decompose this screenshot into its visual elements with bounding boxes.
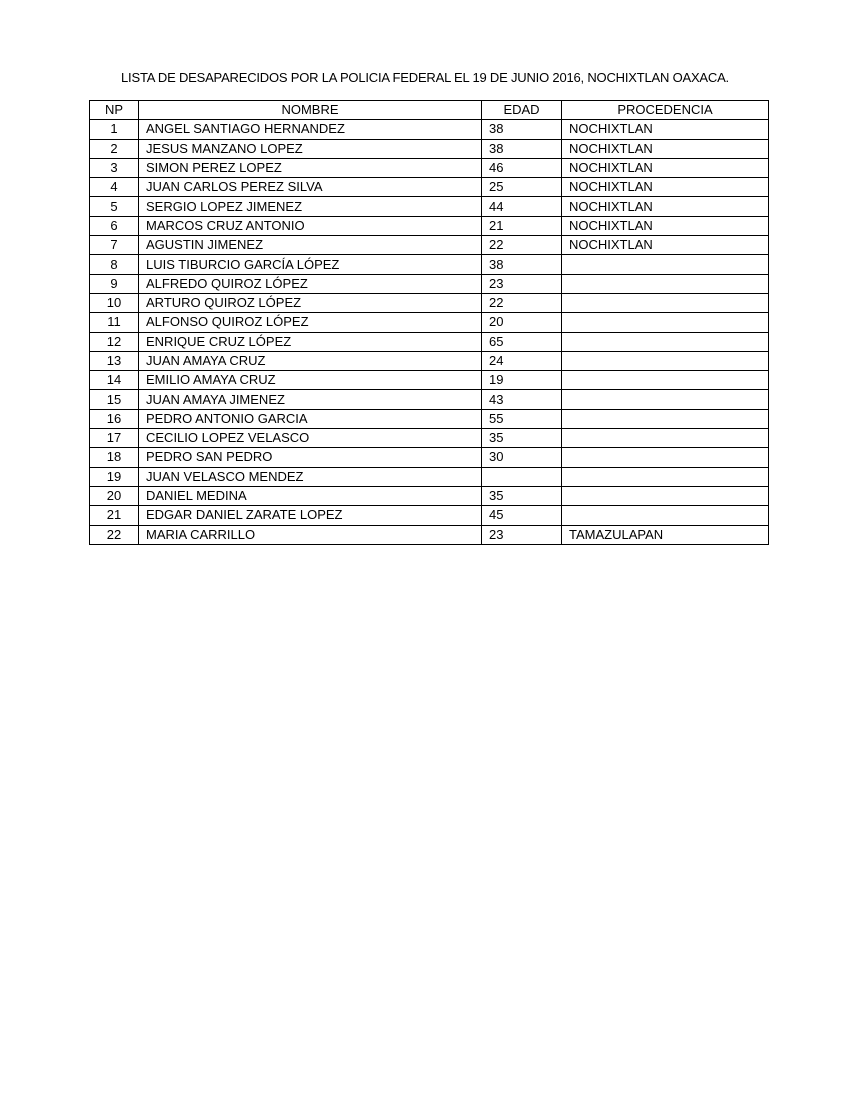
cell-age: 24	[482, 351, 562, 370]
cell-age: 55	[482, 409, 562, 428]
cell-age: 46	[482, 158, 562, 177]
table-row	[90, 236, 769, 255]
cell-name: ARTURO QUIROZ LÓPEZ	[139, 293, 482, 312]
table-row	[90, 120, 769, 139]
cell-age: 38	[482, 255, 562, 274]
cell-age: 65	[482, 332, 562, 351]
cell-np: 17	[90, 429, 139, 448]
cell-np: 15	[90, 390, 139, 409]
cell-name: ENRIQUE CRUZ LÓPEZ	[139, 332, 482, 351]
table-row	[90, 332, 769, 351]
cell-name: JUAN VELASCO MENDEZ	[139, 467, 482, 486]
cell-name: ALFONSO QUIROZ LÓPEZ	[139, 313, 482, 332]
cell-origin	[562, 313, 769, 332]
cell-age: 23	[482, 274, 562, 293]
table-header-row	[90, 101, 769, 120]
cell-origin: NOCHIXTLAN	[562, 236, 769, 255]
cell-name: AGUSTIN JIMENEZ	[139, 236, 482, 255]
cell-age: 20	[482, 313, 562, 332]
cell-name: SERGIO LOPEZ JIMENEZ	[139, 197, 482, 216]
table-row	[90, 158, 769, 177]
cell-age: 38	[482, 120, 562, 139]
cell-age: 38	[482, 139, 562, 158]
cell-origin	[562, 429, 769, 448]
cell-np: 5	[90, 197, 139, 216]
cell-np: 10	[90, 293, 139, 312]
cell-np: 12	[90, 332, 139, 351]
cell-np: 20	[90, 486, 139, 505]
cell-np: 6	[90, 216, 139, 235]
cell-np: 21	[90, 506, 139, 525]
cell-name: JUAN AMAYA CRUZ	[139, 351, 482, 370]
cell-age: 30	[482, 448, 562, 467]
cell-np: 9	[90, 274, 139, 293]
cell-name: MARCOS CRUZ ANTONIO	[139, 216, 482, 235]
cell-np: 7	[90, 236, 139, 255]
column-header-age: EDAD	[482, 101, 562, 120]
cell-origin: TAMAZULAPAN	[562, 525, 769, 544]
table-row	[90, 274, 769, 293]
cell-age: 22	[482, 293, 562, 312]
cell-origin	[562, 332, 769, 351]
table-row	[90, 197, 769, 216]
cell-origin	[562, 467, 769, 486]
cell-np: 14	[90, 371, 139, 390]
table-row	[90, 351, 769, 370]
column-header-name: NOMBRE	[139, 101, 482, 120]
column-header-np: NP	[90, 101, 139, 120]
table-row	[90, 486, 769, 505]
cell-name: MARIA CARRILLO	[139, 525, 482, 544]
cell-np: 18	[90, 448, 139, 467]
missing-persons-table	[89, 100, 769, 545]
table-body	[90, 120, 769, 545]
cell-np: 22	[90, 525, 139, 544]
cell-name: ANGEL SANTIAGO HERNANDEZ	[139, 120, 482, 139]
cell-np: 4	[90, 178, 139, 197]
cell-name: EMILIO AMAYA CRUZ	[139, 371, 482, 390]
cell-age: 35	[482, 486, 562, 505]
table-row	[90, 371, 769, 390]
cell-origin	[562, 274, 769, 293]
cell-age: 45	[482, 506, 562, 525]
cell-origin	[562, 390, 769, 409]
cell-name: LUIS TIBURCIO GARCÍA LÓPEZ	[139, 255, 482, 274]
cell-name: SIMON PEREZ LOPEZ	[139, 158, 482, 177]
cell-np: 8	[90, 255, 139, 274]
cell-np: 19	[90, 467, 139, 486]
cell-name: CECILIO LOPEZ VELASCO	[139, 429, 482, 448]
table-row	[90, 313, 769, 332]
cell-origin	[562, 371, 769, 390]
cell-np: 13	[90, 351, 139, 370]
table-row	[90, 429, 769, 448]
table-row	[90, 139, 769, 158]
table-row	[90, 467, 769, 486]
table-row	[90, 506, 769, 525]
cell-age: 22	[482, 236, 562, 255]
table-row	[90, 409, 769, 428]
table-row	[90, 255, 769, 274]
cell-origin: NOCHIXTLAN	[562, 139, 769, 158]
cell-origin	[562, 255, 769, 274]
cell-age: 19	[482, 371, 562, 390]
cell-origin: NOCHIXTLAN	[562, 158, 769, 177]
cell-age: 25	[482, 178, 562, 197]
cell-origin: NOCHIXTLAN	[562, 216, 769, 235]
document-title: LISTA DE DESAPARECIDOS POR LA POLICIA FEDERAL EL 19 DE JUNIO 2016, NOCHIXTLAN OAXACA.	[121, 70, 729, 85]
cell-age	[482, 467, 562, 486]
cell-name: JUAN CARLOS PEREZ SILVA	[139, 178, 482, 197]
cell-origin: NOCHIXTLAN	[562, 197, 769, 216]
cell-name: JESUS MANZANO LOPEZ	[139, 139, 482, 158]
cell-name: PEDRO SAN PEDRO	[139, 448, 482, 467]
cell-origin: NOCHIXTLAN	[562, 178, 769, 197]
cell-np: 16	[90, 409, 139, 428]
table-row	[90, 216, 769, 235]
cell-origin	[562, 351, 769, 370]
cell-origin	[562, 506, 769, 525]
cell-np: 3	[90, 158, 139, 177]
table-row	[90, 448, 769, 467]
table-row	[90, 293, 769, 312]
table-row	[90, 178, 769, 197]
cell-age: 23	[482, 525, 562, 544]
cell-np: 2	[90, 139, 139, 158]
cell-origin	[562, 448, 769, 467]
cell-name: ALFREDO QUIROZ LÓPEZ	[139, 274, 482, 293]
cell-age: 43	[482, 390, 562, 409]
cell-name: DANIEL MEDINA	[139, 486, 482, 505]
cell-origin	[562, 293, 769, 312]
table-row	[90, 525, 769, 544]
table-row	[90, 390, 769, 409]
cell-origin	[562, 409, 769, 428]
column-header-origin: PROCEDENCIA	[562, 101, 769, 120]
cell-np: 11	[90, 313, 139, 332]
cell-origin: NOCHIXTLAN	[562, 120, 769, 139]
cell-name: JUAN AMAYA JIMENEZ	[139, 390, 482, 409]
cell-age: 44	[482, 197, 562, 216]
cell-age: 21	[482, 216, 562, 235]
cell-name: EDGAR DANIEL ZARATE LOPEZ	[139, 506, 482, 525]
cell-np: 1	[90, 120, 139, 139]
cell-origin	[562, 486, 769, 505]
cell-name: PEDRO ANTONIO GARCIA	[139, 409, 482, 428]
cell-age: 35	[482, 429, 562, 448]
